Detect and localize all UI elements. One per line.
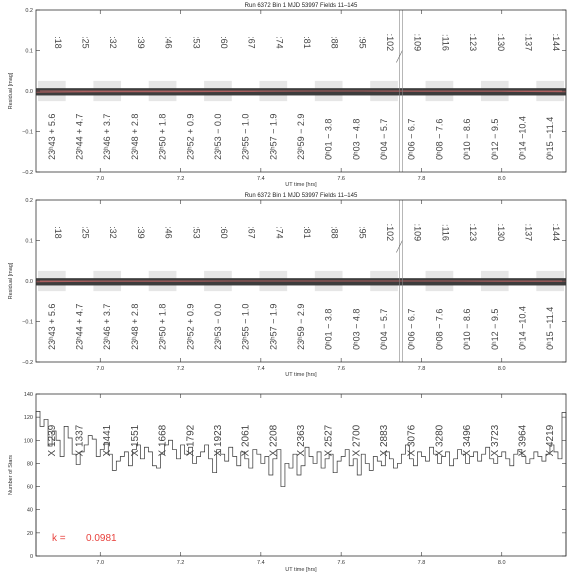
y-tick-label: 120 bbox=[23, 415, 33, 422]
star-count-label: X 1792 bbox=[185, 424, 197, 457]
field-label: :32 bbox=[108, 226, 119, 239]
coord-label: 0ʰ15 −11.4 bbox=[545, 306, 556, 350]
x-tick-label: 7.4 bbox=[257, 176, 265, 182]
x-tick-label: 7.8 bbox=[417, 560, 426, 566]
field-label: :25 bbox=[80, 226, 91, 239]
y-tick-label: 60 bbox=[26, 484, 33, 491]
field-label: :53 bbox=[191, 36, 202, 49]
field-label: :95 bbox=[357, 36, 368, 49]
field-label: :95 bbox=[357, 226, 368, 239]
k-value: 0.0981 bbox=[86, 533, 117, 544]
star-count-label: X 2700 bbox=[351, 424, 363, 457]
y-axis-label: Residual [mag] bbox=[8, 262, 14, 300]
field-label: :60 bbox=[218, 226, 229, 239]
field-label: :39 bbox=[135, 226, 146, 239]
coord-label: 0ʰ01 − 3.8 bbox=[323, 118, 334, 160]
coord-label: 0ʰ14 −10.4 bbox=[517, 306, 528, 350]
x-tick-label: 7.6 bbox=[337, 366, 345, 372]
star-count-label: X 1668 bbox=[157, 424, 169, 457]
coord-label: 0ʰ08 − 7.6 bbox=[434, 118, 445, 160]
coord-label: 0ʰ14 −10.4 bbox=[517, 116, 528, 160]
residual-band bbox=[36, 278, 566, 285]
star-count-label: X 1551 bbox=[129, 424, 141, 457]
coord-label: 23ʰ46 + 3.7 bbox=[102, 303, 113, 350]
x-tick-label: 7.0 bbox=[96, 176, 105, 182]
coord-label: 0ʰ04 − 5.7 bbox=[379, 118, 390, 160]
field-label: :88 bbox=[329, 36, 340, 49]
x-tick-label: 7.0 bbox=[96, 560, 105, 566]
chart-2 bbox=[8, 193, 566, 378]
y-axis-label: Residual [mag] bbox=[8, 72, 14, 110]
x-tick-label: 7.0 bbox=[96, 366, 105, 372]
y-tick-label: −0.2 bbox=[22, 170, 33, 176]
x-axis-label: UT time [hrs] bbox=[285, 182, 317, 188]
star-count-label: X 3280 bbox=[434, 424, 446, 457]
coord-label: 23ʰ53 − 0.0 bbox=[212, 113, 223, 160]
coord-label: 23ʰ55 − 1.0 bbox=[240, 303, 251, 350]
star-count-label: X 3964 bbox=[517, 424, 529, 457]
coord-label: 23ʰ48 + 2.8 bbox=[129, 113, 140, 160]
chart-title: Run 6372 Bin 1 MJD 53997 Fields 11–145 bbox=[244, 193, 358, 199]
coord-label: 0ʰ12 − 9.5 bbox=[489, 308, 500, 350]
field-label: :137 bbox=[523, 33, 534, 52]
star-count-label: X 3496 bbox=[462, 424, 474, 457]
coord-label: 23ʰ44 + 4.7 bbox=[74, 303, 85, 350]
field-label: :116 bbox=[440, 33, 451, 51]
field-label: :109 bbox=[412, 33, 423, 52]
field-label: :18 bbox=[52, 226, 63, 239]
field-label: :81 bbox=[302, 36, 312, 49]
field-label: :144 bbox=[551, 223, 562, 242]
x-tick-label: 8.0 bbox=[497, 176, 506, 182]
field-label: :81 bbox=[302, 226, 312, 239]
coord-label: 23ʰ43 + 5.6 bbox=[46, 113, 57, 160]
field-label: :39 bbox=[135, 36, 146, 49]
star-count-label: X 1239 bbox=[46, 424, 58, 457]
coord-label: 23ʰ50 + 1.8 bbox=[157, 303, 168, 350]
star-count-label: X 3076 bbox=[406, 424, 418, 457]
field-label: :74 bbox=[274, 226, 285, 239]
field-label: :109 bbox=[412, 223, 423, 242]
coord-label: 23ʰ53 − 0.0 bbox=[212, 303, 223, 350]
coord-label: 23ʰ46 + 3.7 bbox=[102, 113, 113, 160]
field-label: :74 bbox=[274, 36, 285, 49]
chart-title: Run 6372 Bin 1 MJD 53997 Fields 11–145 bbox=[244, 3, 358, 9]
x-tick-label: 8.0 bbox=[497, 366, 506, 372]
coord-label: 0ʰ10 − 8.6 bbox=[462, 118, 473, 160]
field-label: :46 bbox=[163, 226, 174, 239]
y-tick-label: 0.1 bbox=[25, 48, 33, 55]
field-label: :123 bbox=[468, 223, 479, 242]
y-tick-label: 0.0 bbox=[25, 89, 33, 95]
field-label: :102 bbox=[385, 33, 396, 52]
chart-3 bbox=[8, 392, 566, 573]
star-count-label: X 1337 bbox=[74, 424, 86, 457]
y-axis-label: Number of Stars bbox=[8, 454, 14, 496]
field-label: :102 bbox=[385, 223, 396, 242]
k-label: k = bbox=[52, 533, 66, 544]
coord-label: 0ʰ03 − 4.8 bbox=[351, 308, 362, 350]
x-tick-label: 7.6 bbox=[337, 560, 345, 566]
field-label: :53 bbox=[191, 226, 202, 239]
star-count-label: X 2363 bbox=[296, 424, 307, 457]
coord-label: 0ʰ08 − 7.6 bbox=[434, 308, 445, 350]
coord-label: 23ʰ44 + 4.7 bbox=[74, 113, 85, 160]
field-label: :67 bbox=[246, 226, 257, 239]
x-tick-label: 8.0 bbox=[497, 560, 506, 566]
x-tick-label: 7.6 bbox=[337, 176, 345, 182]
coord-label: 23ʰ55 − 1.0 bbox=[240, 113, 251, 160]
y-tick-label: 0.2 bbox=[25, 198, 33, 204]
field-label: :88 bbox=[329, 226, 340, 239]
y-tick-label: −0.1 bbox=[22, 319, 33, 326]
star-count-label: X 2527 bbox=[323, 424, 335, 457]
field-label: :130 bbox=[495, 33, 506, 52]
star-count-label: X 1923 bbox=[212, 424, 224, 457]
star-count-label: X 3723 bbox=[489, 424, 501, 457]
x-tick-label: 7.8 bbox=[417, 176, 426, 182]
star-count-label: X 4219 bbox=[545, 424, 557, 457]
coord-label: 0ʰ06 − 6.7 bbox=[406, 118, 417, 160]
y-tick-label: 0.1 bbox=[25, 238, 33, 245]
y-tick-label: 20 bbox=[26, 530, 33, 537]
coord-label: 23ʰ48 + 2.8 bbox=[129, 303, 140, 350]
coord-label: 0ʰ12 − 9.5 bbox=[489, 118, 500, 160]
star-count-label: X 1441 bbox=[102, 424, 114, 457]
y-tick-label: 0 bbox=[29, 554, 33, 560]
field-label: :18 bbox=[52, 36, 63, 49]
coord-label: 23ʰ50 + 1.8 bbox=[157, 113, 168, 160]
coord-label: 23ʰ57 − 1.9 bbox=[268, 303, 279, 350]
coord-label: 23ʰ57 − 1.9 bbox=[268, 113, 279, 160]
field-label: :137 bbox=[523, 223, 534, 242]
field-label: :67 bbox=[246, 36, 257, 49]
star-count-label: X 2208 bbox=[268, 424, 280, 457]
x-tick-label: 7.4 bbox=[257, 560, 265, 566]
field-label: :60 bbox=[218, 36, 229, 49]
x-axis-label: UT time [hrs] bbox=[285, 372, 317, 378]
coord-label: 23ʰ52 + 0.9 bbox=[185, 303, 196, 350]
field-label: :32 bbox=[108, 36, 119, 49]
x-tick-label: 7.2 bbox=[176, 176, 185, 182]
y-tick-label: 0.2 bbox=[25, 8, 33, 14]
x-tick-label: 7.2 bbox=[176, 366, 185, 372]
y-tick-label: 0.0 bbox=[25, 279, 33, 285]
field-label: :130 bbox=[495, 223, 506, 242]
star-count-label: X 2061 bbox=[240, 424, 252, 457]
coord-label: 0ʰ03 − 4.8 bbox=[351, 118, 362, 160]
y-tick-label: 80 bbox=[26, 461, 33, 468]
star-count-label: X 2883 bbox=[379, 424, 391, 457]
coord-label: 0ʰ10 − 8.6 bbox=[462, 308, 473, 350]
y-tick-label: 140 bbox=[23, 392, 33, 398]
coord-label: 0ʰ04 − 5.7 bbox=[379, 308, 390, 350]
chart-1 bbox=[8, 3, 566, 188]
y-tick-label: −0.2 bbox=[22, 360, 33, 366]
field-label: :144 bbox=[551, 33, 562, 52]
y-tick-label: 40 bbox=[26, 507, 33, 514]
field-label: :46 bbox=[163, 36, 174, 49]
coord-label: 0ʰ01 − 3.8 bbox=[323, 308, 334, 350]
x-axis-label: UT time [hrs] bbox=[285, 567, 317, 573]
y-tick-label: −0.1 bbox=[22, 129, 33, 136]
y-tick-label: 100 bbox=[23, 438, 33, 445]
field-label: :123 bbox=[468, 33, 479, 52]
coord-label: 23ʰ43 + 5.6 bbox=[46, 303, 57, 350]
field-label: :25 bbox=[80, 36, 91, 49]
coord-label: 0ʰ15 −11.4 bbox=[545, 116, 556, 160]
field-label: :116 bbox=[440, 223, 451, 241]
coord-label: 0ʰ06 − 6.7 bbox=[406, 308, 417, 350]
coord-label: 23ʰ59 − 2.9 bbox=[296, 113, 306, 160]
coord-label: 23ʰ52 + 0.9 bbox=[185, 113, 196, 160]
x-tick-label: 7.4 bbox=[257, 366, 265, 372]
coord-label: 23ʰ59 − 2.9 bbox=[296, 303, 306, 350]
x-tick-label: 7.2 bbox=[176, 560, 185, 566]
x-tick-label: 7.8 bbox=[417, 366, 426, 372]
